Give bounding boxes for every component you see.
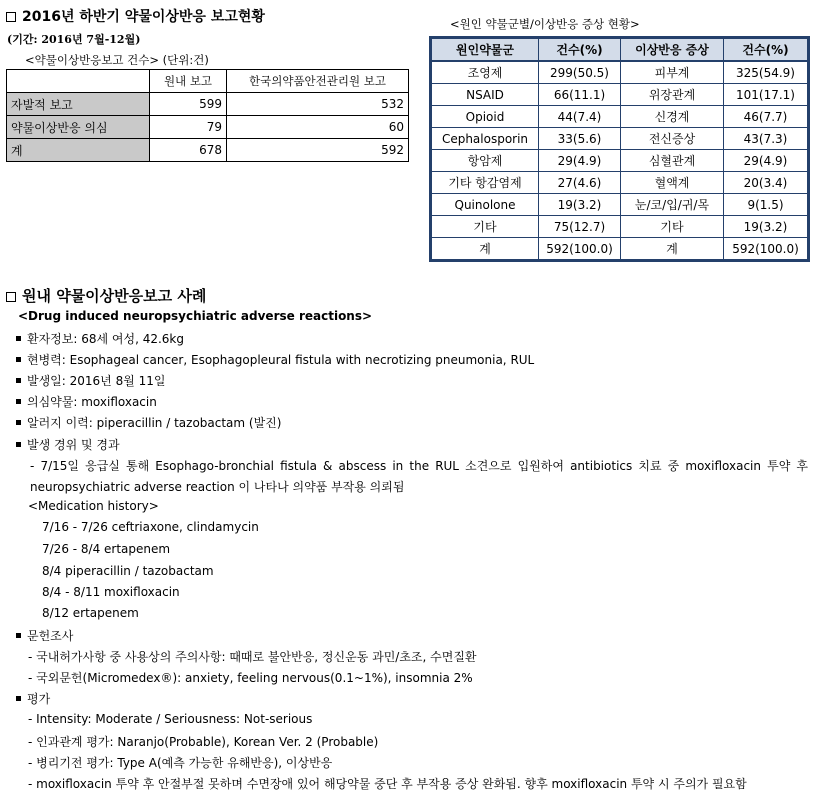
table-cell: 혈액계 [621, 172, 724, 194]
table-cell: 29(4.9) [724, 150, 808, 172]
table-cell: 66(11.1) [539, 84, 621, 106]
table-cell: 75(12.7) [539, 216, 621, 238]
table-header-cell: 건수(%) [539, 39, 621, 62]
table-cell: 19(3.2) [724, 216, 808, 238]
case-title: <Drug induced neuropsychiatric adverse reactions> [18, 309, 373, 323]
bullet-square-icon [16, 336, 21, 341]
table-cell: 피부계 [621, 61, 724, 84]
table-header-cell: 원인약물군 [432, 39, 539, 62]
evaluation-item: - moxifloxacin 투약 후 안절부절 못하며 수면장애 있어 해당약물 중단 후 부작용 증상 완화됨. 향후 moxifloxacin 투약 시 주의가 필요함 [28, 777, 747, 791]
patient-info: 환자정보: 68세 여성, 42.6kg [16, 330, 184, 347]
evaluation-heading: 평가 [16, 690, 50, 707]
medication-history-label: <Medication history> [28, 499, 159, 513]
table-cell: 33(5.6) [539, 128, 621, 150]
medication-history-item: 8/12 ertapenem [42, 606, 139, 620]
onset-date: 발생일: 2016년 8월 11일 [16, 372, 165, 389]
course-heading: 발생 경위 및 경과 [16, 436, 120, 453]
row-label: 자발적 보고 [7, 93, 150, 116]
bullet-square-icon [16, 399, 21, 404]
table-cell: 20(3.4) [724, 172, 808, 194]
table-cell: 46(7.7) [724, 106, 808, 128]
table-cell: 592(100.0) [724, 238, 808, 260]
table-cell: 조영제 [432, 61, 539, 84]
evaluation-item: - Intensity: Moderate / Seriousness: Not-serious [28, 712, 313, 726]
bullet-square-icon [16, 357, 21, 362]
table-cell: 계 [432, 238, 539, 260]
literature-item: - 국내허가사항 중 사용상의 주의사항: 때때로 불안반응, 정신운동 과민/초조, 수면질환 [28, 650, 477, 664]
table-cell: NSAID [432, 84, 539, 106]
table-header-cell: 한국의약품안전관리원 보고 [227, 70, 409, 93]
bullet-square-icon [16, 633, 21, 638]
bullet-square-icon [16, 378, 21, 383]
table-header-cell: 원내 보고 [150, 70, 227, 93]
table-cell: Cephalosporin [432, 128, 539, 150]
bullet-square-icon [16, 696, 21, 701]
table-cell: 60 [227, 116, 409, 139]
table-cell: 전신증상 [621, 128, 724, 150]
table-cell: 27(4.6) [539, 172, 621, 194]
bullet-square-icon [16, 420, 21, 425]
table-cell: 79 [150, 116, 227, 139]
table-cell: 101(17.1) [724, 84, 808, 106]
table-cell: 592 [227, 139, 409, 162]
table-header-cell: 건수(%) [724, 39, 808, 62]
course-description: - 7/15일 응급실 통해 Esophago-bronchial fistula & abscess in the RUL 소견으로 입원하여 antibiotics 치료 중 moxifloxacin 투약 후 neuropsychiatric adverse reaction 이 나타나 의약품 부작용 의뢰됨 [30, 459, 808, 494]
table-cell: 계 [621, 238, 724, 260]
table-cell: 기타 항감염제 [432, 172, 539, 194]
table-cell: Quinolone [432, 194, 539, 216]
present-illness: 현병력: Esophageal cancer, Esophagopleural fistula with necrotizing pneumonia, RUL [16, 351, 534, 368]
table-cell: 19(3.2) [539, 194, 621, 216]
table-cell: 599 [150, 93, 227, 116]
evaluation-item: - 병리기전 평가: Type A(예측 가능한 유해반응), 이상반응 [28, 756, 333, 770]
literature-item: - 국외문헌(Micromedex®): anxiety, feeling nervous(0.1~1%), insomnia 2% [28, 671, 473, 685]
section2-title: 원내 약물이상반응보고 사례 [6, 285, 206, 306]
table-cell: 기타 [432, 216, 539, 238]
table-cell: 9(1.5) [724, 194, 808, 216]
evaluation-item: - 인과관계 평가: Naranjo(Probable), Korean Ver. 2 (Probable) [28, 735, 379, 749]
table-cell: 29(4.9) [539, 150, 621, 172]
table-cell: 678 [150, 139, 227, 162]
table-cell: 심혈관계 [621, 150, 724, 172]
suspected-drug: 의심약물: moxifloxacin [16, 393, 157, 410]
allergy-history: 알러지 이력: piperacillin / tazobactam (발진) [16, 414, 281, 431]
table-cell: 299(50.5) [539, 61, 621, 84]
table-cell: 항암제 [432, 150, 539, 172]
table-cell: 신경계 [621, 106, 724, 128]
table2-caption: <원인 약물군별/이상반응 증상 현황> [450, 17, 640, 31]
table-cell: 325(54.9) [724, 61, 808, 84]
table-header-cell: 이상반응 증상 [621, 39, 724, 62]
medication-history-item: 8/4 - 8/11 moxifloxacin [42, 585, 180, 599]
bullet-square-icon [16, 442, 21, 447]
table-cell: 기타 [621, 216, 724, 238]
section1-title: 2016년 하반기 약물이상반응 보고현황 [6, 6, 265, 26]
literature-heading: 문헌조사 [16, 627, 73, 644]
table-cell: Opioid [432, 106, 539, 128]
medication-history-item: 7/16 - 7/26 ceftriaxone, clindamycin [42, 520, 259, 534]
table-cell: 43(7.3) [724, 128, 808, 150]
medication-history-item: 8/4 piperacillin / tazobactam [42, 564, 214, 578]
table-cell: 44(7.4) [539, 106, 621, 128]
table1-caption: <약물이상반응보고 건수> (단위:건) [25, 53, 209, 67]
row-label: 약물이상반응 의심 [7, 116, 150, 139]
row-label: 계 [7, 139, 150, 162]
report-period: (기간: 2016년 7월-12월) [7, 33, 141, 46]
table-cell: 532 [227, 93, 409, 116]
table-cell: 눈/코/입/귀/목 [621, 194, 724, 216]
table-cell: 592(100.0) [539, 238, 621, 260]
table-cell: 위장관계 [621, 84, 724, 106]
medication-history-item: 7/26 - 8/4 ertapenem [42, 542, 171, 556]
